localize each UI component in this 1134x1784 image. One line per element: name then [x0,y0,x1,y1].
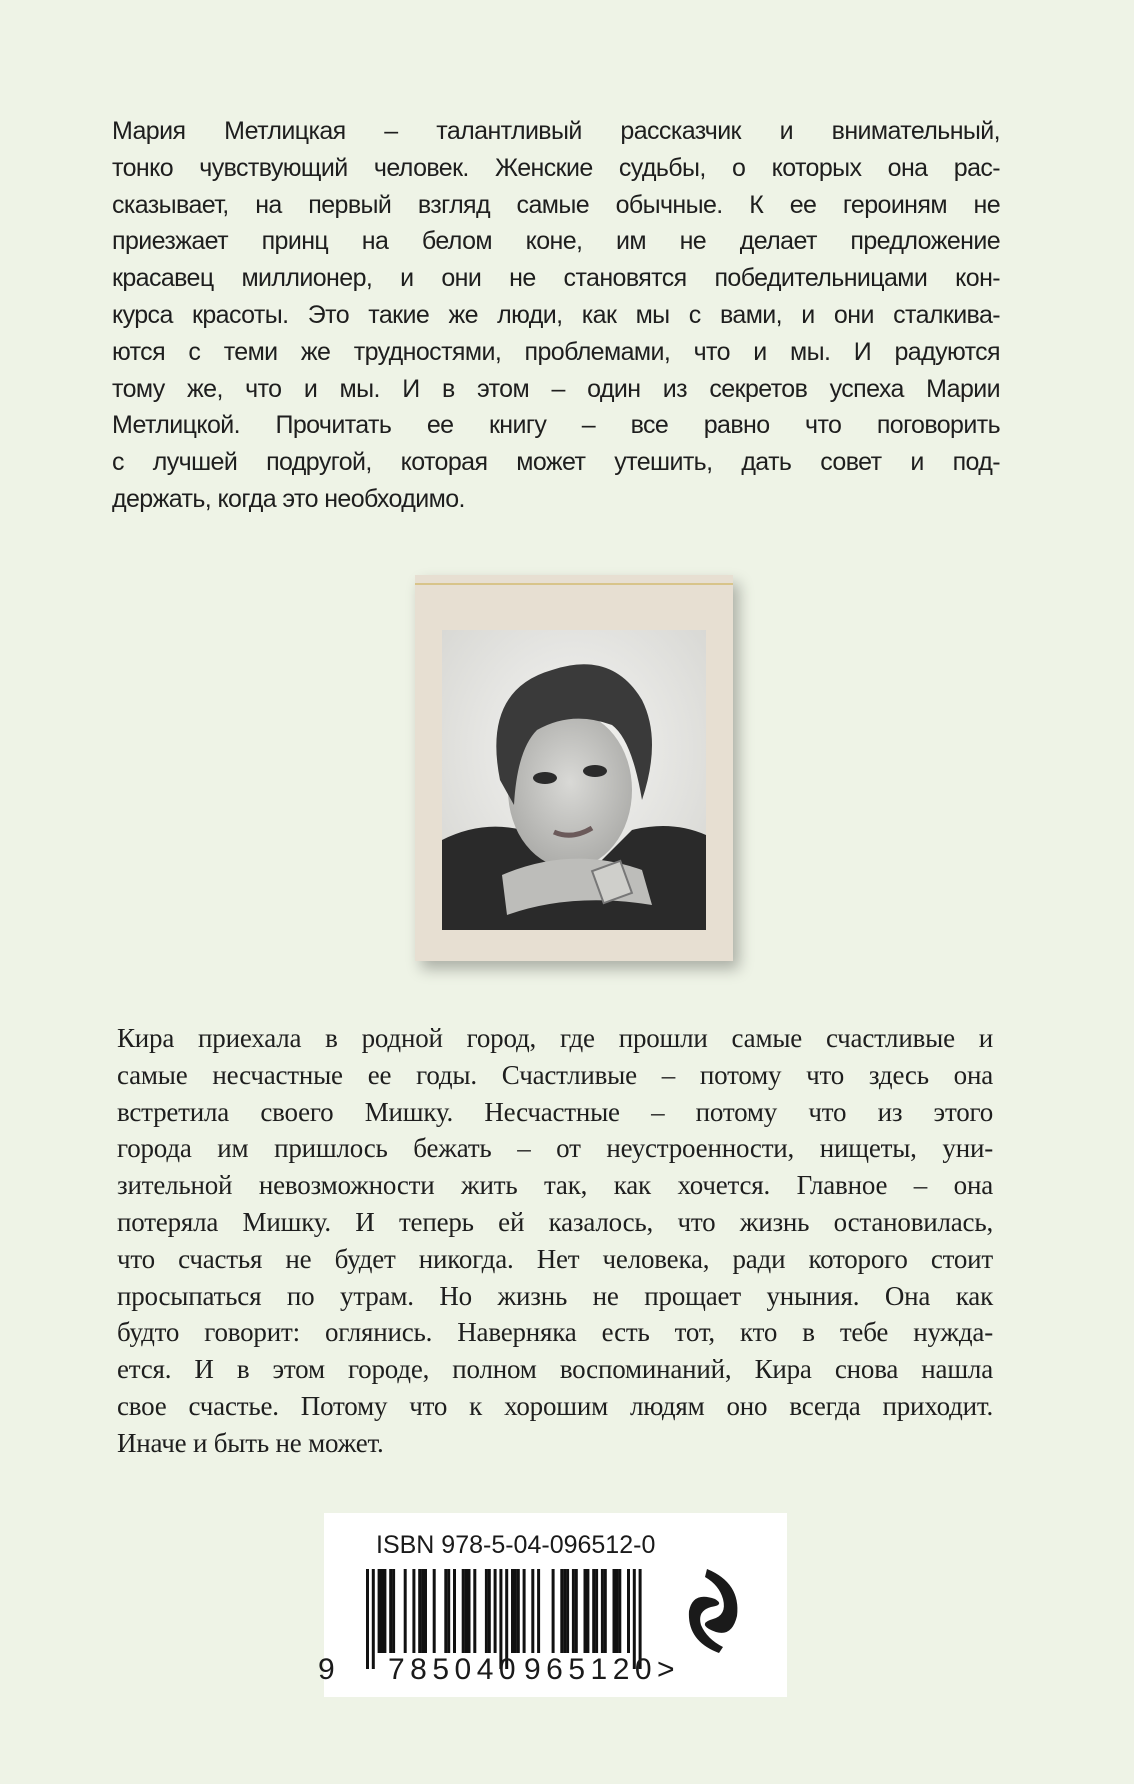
barcode-bar [604,1569,607,1653]
barcode-bar [485,1569,488,1653]
barcode-bar [447,1569,450,1653]
barcode-panel [318,1513,787,1697]
publisher-logo-icon [679,1561,749,1661]
author-photo [415,575,733,961]
barcode-bar [592,1569,595,1653]
barcode-bar [424,1569,427,1653]
barcode-bar [433,1569,436,1653]
author-blurb [112,113,1000,518]
barcode-bar [627,1569,630,1653]
barcode-bar [514,1569,517,1653]
barcode-bar [462,1569,465,1653]
text-line: Кира приехала в родной город, где прошли самые счастливые и [117,1023,993,1053]
photo-edge-line [415,583,733,585]
barcode-bar [473,1569,476,1653]
barcode-bar [566,1569,569,1653]
barcode-bar [523,1569,526,1653]
barcode-bar [615,1569,618,1653]
barcode-bar [563,1569,566,1653]
barcode-bar [618,1569,621,1653]
barcode-bar [468,1569,471,1653]
barcode-bar [572,1569,575,1653]
barcode-bar [613,1569,616,1653]
barcode-bar [418,1569,421,1653]
text-line: ются с теми же трудностями, проблемами, что и мы. И радуются [112,337,1000,366]
book-synopsis [117,1020,993,1462]
text-line: будто говорит: оглянись. Наверняка есть тот, кто в тебе нужда- [117,1317,993,1348]
barcode-bar [552,1569,555,1653]
text-line: Мария Метлицкая – талантливый рассказчик и внимательный, [112,117,1000,145]
barcode-bar [381,1569,384,1653]
barcode-bar [378,1569,381,1653]
text-line: ется. И в этом городе, полном воспоминаний, Кира снова нашла [117,1354,993,1385]
barcode-digits-right: 965120 [524,1653,658,1686]
barcode-bar [584,1569,587,1653]
barcode-bar [392,1569,395,1653]
text-line: тому же, что и мы. И в этом – один из секретов успеха Марии [112,374,1000,403]
barcode-bar [560,1569,563,1653]
text-line: просыпаться по утрам. Но жизнь не прощает уныния. Она как [117,1280,993,1311]
barcode-bar [366,1569,369,1669]
text-line: самые несчастные ее годы. Счастливые – потому что здесь она [117,1059,993,1090]
barcode-digit-prefix: 9 [318,1653,335,1686]
text-line: красавец миллионер, и они не становятся победительницами кон- [112,264,1000,293]
barcode-bar [488,1569,491,1653]
text-line: приезжает принц на белом коне, им не делает предложение [112,227,1000,256]
barcode-quiet-zone-marker: > [657,1653,675,1686]
text-line: с лучшей подругой, которая может утешить, дать совет и под- [112,448,1000,477]
text-line: курса красоты. Это такие же люди, как мы с вами, и они сталкива- [112,300,1000,329]
text-line: города им пришлось бежать – от неустроенности, нищеты, уни- [117,1133,993,1164]
barcode-bar [389,1569,392,1653]
author-portrait-image [442,630,706,930]
barcode-bar [537,1569,540,1653]
text-line: сказывает, на первый взгляд самые обычные. К ее героиням не [112,190,1000,219]
barcode-bar [595,1569,598,1653]
barcode-bar [453,1569,456,1653]
barcode-bar [421,1569,424,1653]
barcode-bar [531,1569,534,1653]
text-line: свое счастье. Потому что к хорошим людям оно всегда приходит. [117,1390,993,1421]
barcode-bar [404,1569,407,1653]
barcode-bar [444,1569,447,1653]
barcode-bar [511,1569,514,1653]
text-line: Иначе и быть не может. [117,1427,384,1458]
text-line: потеряла Мишку. И теперь ей казалось, что жизнь остановилась, [117,1206,993,1237]
text-line: Метлицкой. Прочитать ее книгу – все равно что поговорить [112,411,1000,440]
isbn-label: ISBN 978-5-04-096512-0 [376,1531,656,1559]
text-line: встретила своего Мишку. Несчастные – потому что из этого [117,1096,993,1127]
barcode-bar [412,1569,415,1653]
barcode-bar [372,1569,375,1669]
text-line: что счастья не будет никогда. Нет человека, ради которого стоит [117,1243,993,1274]
barcode-bar [575,1569,578,1653]
barcode-bar [465,1569,468,1653]
text-line: зительной невозможности жить так, как хочется. Главное – она [117,1170,993,1201]
barcode-bar [383,1569,386,1653]
barcode-bar [586,1569,589,1653]
text-line: тонко чувствующий человек. Женские судьбы, о которых она рас- [112,153,1000,182]
barcode-bar [601,1569,604,1653]
barcode-bar [494,1569,497,1653]
text-line: держать, когда это необходимо. [112,484,465,513]
barcode-bar [517,1569,520,1653]
barcode-digits-left: 785040 [388,1653,522,1686]
